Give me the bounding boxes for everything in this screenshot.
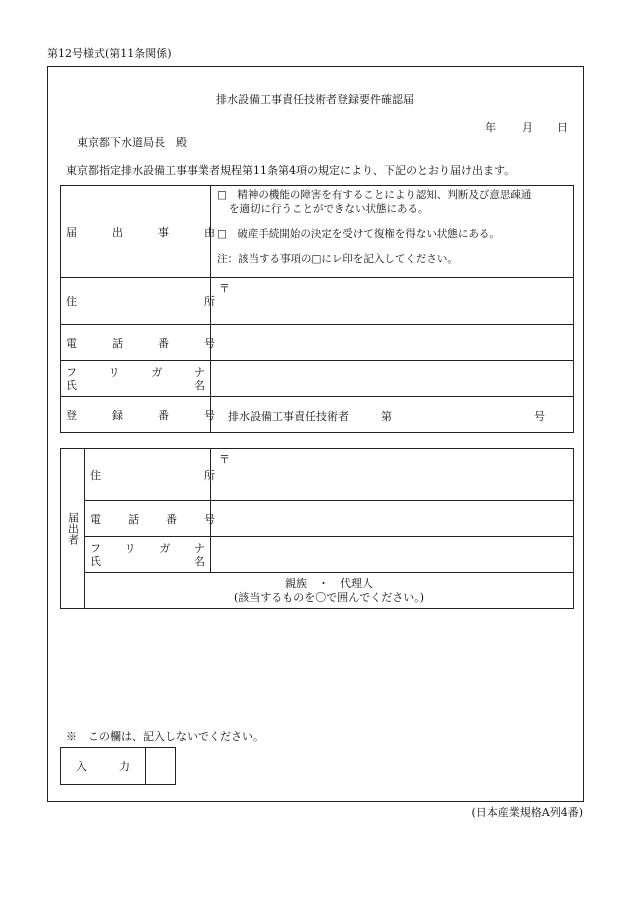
label-char: 氏 xyxy=(66,378,77,392)
applicant-name-field[interactable] xyxy=(211,537,574,573)
label-char: 号 xyxy=(204,408,215,422)
name-label-cell xyxy=(61,361,211,397)
addressee: 東京都下水道局長 殿 xyxy=(77,136,187,149)
intro-text: 東京都指定排水設備工事事業者規程第11条第4項の規定により、下記のとおり届け出ます。 xyxy=(66,164,516,177)
label-char: 名 xyxy=(194,554,205,568)
label-char: 号 xyxy=(204,512,215,526)
label-char: 力 xyxy=(119,760,130,773)
label-char: 事 xyxy=(158,225,169,239)
label-char: 住 xyxy=(90,468,101,482)
label-char: 電 xyxy=(90,512,101,526)
regno-label-cell xyxy=(61,397,215,433)
input-check-cell[interactable] xyxy=(146,748,176,785)
date-month: 月 xyxy=(522,121,533,134)
label-char: ガ xyxy=(159,541,171,555)
label-char: 住 xyxy=(66,295,77,308)
label-char: 番 xyxy=(166,512,177,526)
label-char: ナ xyxy=(193,365,205,379)
paper-size-note: (日本産業規格A列4番) xyxy=(471,806,583,819)
applicant-name-label-cell xyxy=(85,537,211,573)
label-char: 話 xyxy=(128,512,139,526)
label-char: 由 xyxy=(204,225,215,239)
label-char: 入 xyxy=(76,760,87,773)
postal-mark: 〒 xyxy=(219,282,230,295)
label-char: 録 xyxy=(112,408,123,422)
label-char: フ xyxy=(66,365,77,379)
label-char: 届 xyxy=(66,225,77,239)
name-field[interactable] xyxy=(211,361,574,397)
applicant-address-field[interactable] xyxy=(211,449,574,501)
regno-prefix: 排水設備工事責任技術者 xyxy=(228,409,349,423)
reason-label-cell xyxy=(61,186,215,278)
regno-go: 号 xyxy=(534,409,545,423)
label-char: ナ xyxy=(193,541,205,555)
relation-cell[interactable] xyxy=(85,573,574,609)
applicant-phone-label-cell xyxy=(85,501,215,537)
office-input-table xyxy=(60,747,176,785)
label-char: 番 xyxy=(158,336,169,350)
label-char: 氏 xyxy=(90,554,101,568)
reason-cell xyxy=(211,186,574,278)
label-char: 名 xyxy=(194,378,205,392)
regno-field[interactable] xyxy=(211,397,574,433)
input-label-cell xyxy=(61,748,146,785)
phone-field[interactable] xyxy=(211,325,574,361)
date-year: 年 xyxy=(485,121,496,134)
applicant-table xyxy=(60,448,574,609)
reason-option-1-cont: を適切に行うことができない状態にある。 xyxy=(229,203,429,215)
address-label-cell xyxy=(61,278,215,325)
applicant-side-cell xyxy=(61,449,85,609)
label-char: 号 xyxy=(204,336,215,350)
label-char: 所 xyxy=(204,295,215,308)
label-char: 話 xyxy=(112,336,123,350)
reason-option-2[interactable]: □ 破産手続開始の決定を受けて復権を得ない状態にある。 xyxy=(217,228,500,240)
reason-note: 注：該当する事項の□にレ印を記入してください。 xyxy=(217,253,458,265)
label-char: フ xyxy=(90,541,101,555)
label-char: 番 xyxy=(158,408,169,422)
address-field[interactable] xyxy=(211,278,574,325)
label-char: 登 xyxy=(66,408,77,422)
applicant-phone-field[interactable] xyxy=(211,501,574,537)
form-title: 排水設備工事責任技術者登録要件確認届 xyxy=(216,93,414,106)
label-char: 出 xyxy=(112,225,123,239)
form-number: 第12号様式(第11条関係) xyxy=(47,47,172,60)
applicant-address-label-cell xyxy=(85,449,215,501)
registration-table xyxy=(60,185,574,433)
applicant-side-label: 届出者 xyxy=(66,512,80,545)
relation-options[interactable]: 親族 ・ 代理人 xyxy=(285,576,373,590)
reason-option-1[interactable]: □ 精神の機能の障害を有することにより認知、判断及び意思疎通 xyxy=(217,189,532,201)
label-char: 電 xyxy=(66,336,77,350)
regno-dai: 第 xyxy=(381,409,392,423)
date-day: 日 xyxy=(557,121,568,134)
phone-label-cell xyxy=(61,325,215,361)
office-note: ※ この欄は、記入しないでください。 xyxy=(66,730,264,743)
label-char: ガ xyxy=(151,365,163,379)
postal-mark: 〒 xyxy=(219,453,230,466)
label-char: リ xyxy=(108,365,120,379)
relation-note: (該当するものを〇で囲んでください。) xyxy=(233,590,425,604)
label-char: リ xyxy=(124,541,136,555)
label-char: 所 xyxy=(204,468,215,482)
